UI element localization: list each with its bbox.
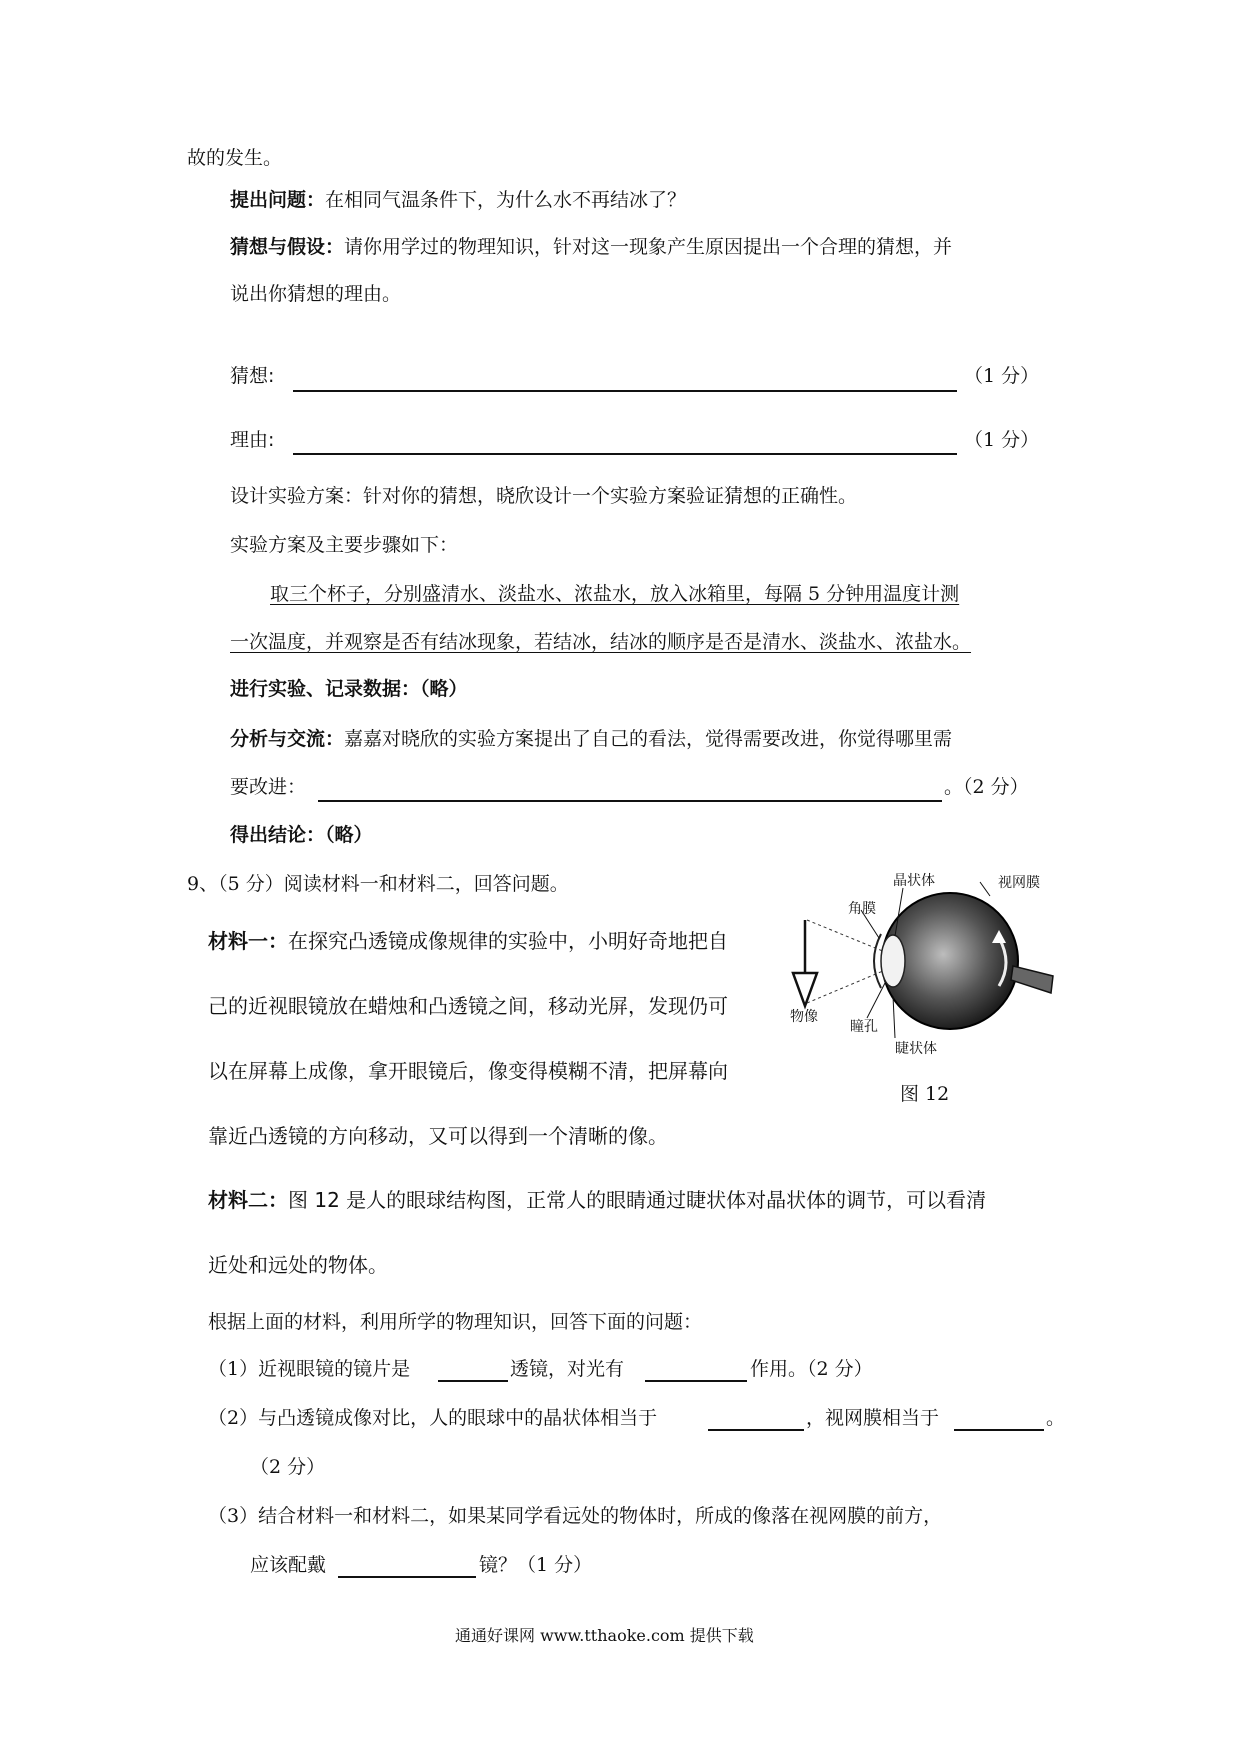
analysis-line [230,727,952,751]
analysis-label: 分析与交流： [230,728,345,750]
sub1-text-b: 透镜，对光有 [510,1358,625,1380]
guess-score: （1 分） [964,365,1040,387]
sub2-score: （2 分） [250,1456,326,1478]
improve-blank[interactable] [318,800,942,802]
material-1-label: 材料一： [208,929,288,953]
question-label: 提出问题： [230,189,326,211]
label-ciliary: 睫状体 [895,1041,937,1057]
hypothesis-text: 请你用学过的物理知识，针对这一现象产生原因提出一个合理的猜想，并 [344,236,953,258]
material-1-text: 在探究凸透镜成像规律的实验中，小明好奇地把自 [288,929,728,953]
pointer-line [980,882,990,896]
pointer-line [867,983,885,1018]
label-lens: 晶状体 [893,873,935,889]
analysis-text: 嘉嘉对晓欣的实验方案提出了自己的看法，觉得需要改进，你觉得哪里需 [344,728,953,750]
guess-label: 猜想: [230,365,275,387]
text-line: 故的发生。 [187,147,283,169]
sub2-blank-1[interactable] [708,1429,804,1431]
design-text: 设计实验方案：针对你的猜想，晓欣设计一个实验方案验证猜想的正确性。 [230,485,858,507]
figure-caption: 图 12 [900,1083,950,1105]
label-pupil: 瞳孔 [850,1019,878,1035]
pointer-line [893,996,895,1038]
object-arrow-head [793,973,817,1006]
improve-score: 。（2 分） [944,776,1029,798]
sub3-text-b: 镜？（1 分） [479,1554,593,1576]
cornea-shape [874,934,881,988]
sub2-text-b: ，视网膜相当于 [806,1407,940,1429]
steps-title: 实验方案及主要步骤如下： [230,534,459,556]
reason-blank[interactable] [293,453,957,455]
material-2-label: 材料二： [208,1188,288,1212]
page-footer: 通通好课网 www.tthaoke.com 提供下载 [455,1626,754,1645]
hypothesis-line [230,235,952,259]
intro-text: 根据上面的材料，利用所学的物理知识，回答下面的问题： [208,1311,703,1333]
material-1-line-3: 以在屏幕上成像，拿开眼镜后，像变得模糊不清，把屏幕向 [208,1059,728,1083]
label-object: 物像 [790,1009,818,1025]
label-cornea: 角膜 [848,901,876,917]
sub1-text-a: （1）近视眼镜的镜片是 [208,1358,411,1380]
steps-line-1: 取三个杯子，分别盛清水、淡盐水、浓盐水，放入冰箱里，每隔 5 分钟用温度计测 [270,583,960,605]
sub1-blank-2[interactable] [645,1380,747,1382]
material-2-text: 图 12 是人的眼球结构图，正常人的眼睛通过睫状体对晶状体的调节，可以看清 [288,1188,987,1212]
sub2-text-a: （2）与凸透镜成像对比，人的眼球中的晶状体相当于 [208,1407,658,1429]
improve-label: 要改进： [230,776,307,798]
reason-score: （1 分） [964,429,1040,451]
sub1-blank-1[interactable] [438,1380,508,1382]
sub3-text-a: 应该配戴 [250,1554,327,1576]
sub3-line-1: （3）结合材料一和材料二，如果某同学看远处的物体时，所成的像落在视网膜的前方， [208,1505,943,1527]
hypothesis-text-2: 说出你猜想的理由。 [230,283,402,305]
guess-blank[interactable] [293,390,957,392]
question-line [230,188,686,212]
material-1-line-2: 己的近视眼镜放在蜡烛和凸透镜之间，移动光屏，发现仍可 [208,994,728,1018]
sub1-text-c: 作用。（2 分） [750,1358,873,1380]
material-1-line-4: 靠近凸透镜的方向移动，又可以得到一个清晰的像。 [208,1124,668,1148]
question-text: 在相同气温条件下，为什么水不再结冰了？ [325,189,687,211]
lens-shape [881,935,905,987]
sub3-blank[interactable] [338,1576,476,1578]
steps-line-2: 一次温度，并观察是否有结冰现象，若结冰，结冰的顺序是否是清水、淡盐水、浓盐水。 [230,631,972,653]
reason-label: 理由: [230,429,275,451]
label-retina: 视网膜 [998,875,1040,891]
optic-nerve [1011,966,1053,993]
question-9: 9、（5 分）阅读材料一和材料二，回答问题。 [187,873,569,895]
conclusion-text: 得出结论：（略） [230,824,373,846]
hypothesis-label: 猜想与假设： [230,236,345,258]
record-text: 进行实验、记录数据：（略） [230,678,468,700]
sub2-blank-2[interactable] [954,1429,1044,1431]
material-1-line-1 [208,929,728,953]
material-2-line-1 [208,1188,986,1212]
sub2-text-c: 。 [1046,1407,1066,1429]
material-2-line-2: 近处和远处的物体。 [208,1253,388,1277]
